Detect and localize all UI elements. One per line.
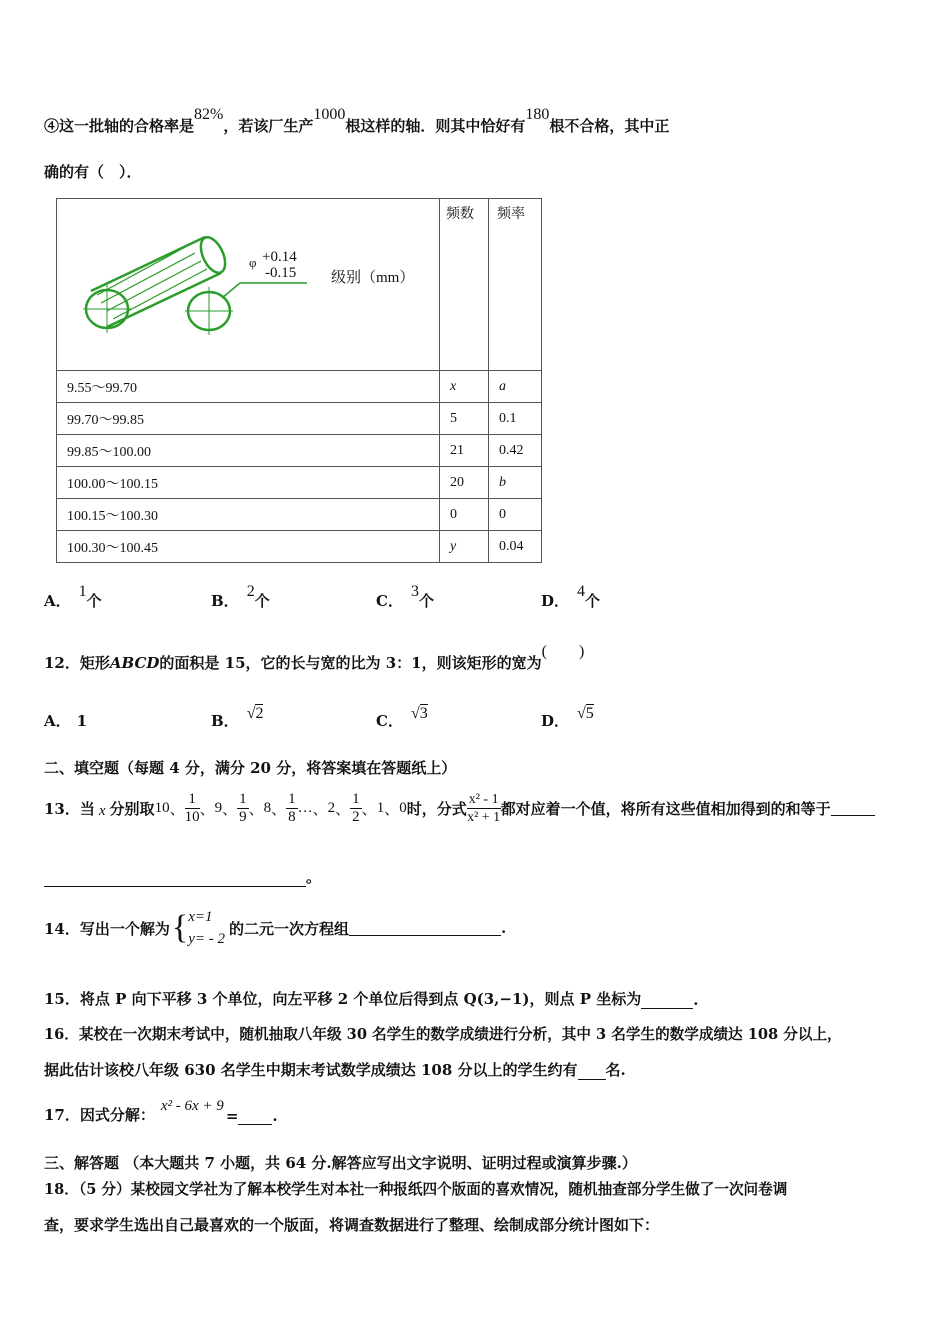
value: 0: [399, 799, 407, 816]
sep: 、: [169, 801, 185, 818]
phi-symbol: φ: [249, 255, 257, 270]
q14-prefix: 14．写出一个解为: [44, 919, 170, 938]
frac-den: 8: [288, 808, 296, 825]
frac-num: 1: [352, 790, 360, 807]
table-header-figure: [57, 199, 440, 371]
fraction: [350, 791, 362, 826]
row-freq: 20: [440, 467, 489, 499]
row-freq: y: [440, 531, 489, 563]
option-label: B．: [211, 592, 239, 610]
option-unit: 个: [254, 592, 270, 610]
option-label: D．: [541, 592, 570, 610]
q14-system: [188, 906, 225, 950]
option-label: A．: [44, 712, 71, 730]
row-rate: 0.04: [489, 531, 542, 563]
table-row: [57, 531, 542, 563]
frac-num: 1: [185, 791, 200, 809]
option-value: 3: [419, 705, 428, 722]
frac-num: 1: [239, 790, 247, 807]
q12-option-b[interactable]: B． √2: [211, 705, 264, 730]
q13-shi: 时，分式: [406, 799, 467, 818]
q13-var: x: [98, 802, 106, 819]
frac-den: x² + 1: [467, 809, 501, 825]
option-value: 2: [246, 583, 255, 600]
sep: 、: [248, 801, 264, 818]
q12-option-c[interactable]: C． √3: [376, 705, 428, 730]
q13-line2: [44, 866, 321, 887]
q14-end: .: [501, 919, 507, 937]
answer-blank[interactable]: [831, 801, 875, 816]
q18-line1: 18．（5 分）某校园文学社为了解本校学生对本社一种报纸四个版面的喜欢情况，随机抽查部分学生做了一次问卷调: [44, 1181, 788, 1198]
row-range: 99.85～100.00: [57, 435, 440, 467]
q12-option-d[interactable]: D． √5: [541, 705, 594, 730]
option-value: 1: [78, 583, 87, 600]
row-range: 100.15～100.30: [57, 499, 440, 531]
sep: 、: [271, 801, 287, 818]
q13-question: [44, 788, 875, 828]
row-freq: 21: [440, 435, 489, 467]
section2-heading: 二、填空题（每题 4 分，满分 20 分，将答案填在答题纸上）: [44, 759, 457, 777]
frac-den: 10: [184, 808, 200, 825]
q13-value-list: [155, 791, 407, 826]
row-freq: 0: [440, 499, 489, 531]
answer-blank[interactable]: [578, 1065, 606, 1080]
q14-eq1: x=1: [188, 909, 213, 925]
frac-den: 9: [239, 808, 247, 825]
option-unit: 个: [418, 592, 434, 610]
answer-blank[interactable]: [238, 1110, 272, 1125]
header-rate: 频率: [489, 199, 542, 371]
table-row: [57, 499, 542, 531]
q11-option-b[interactable]: [211, 583, 270, 611]
q16-line1: 16．某校在一次期末考试中，随机抽取八年级 30 名学生的数学成绩进行分析，其中 3 名学生的数学成绩达 108 分以上，: [44, 1026, 842, 1043]
value: 9: [214, 799, 223, 816]
q11-text-d: 根不合格，其中正: [549, 117, 670, 135]
fraction: [185, 791, 200, 826]
option-label: A．: [44, 592, 71, 610]
q15-end: .: [693, 991, 699, 1009]
option-value: 1: [76, 712, 88, 730]
q11-count: 180: [525, 106, 550, 123]
q11-text-c: 根这样的轴．则其中恰好有: [345, 117, 526, 135]
row-freq: 5: [440, 403, 489, 435]
option-value: 2: [255, 705, 264, 722]
q16-end: 名.: [605, 1061, 626, 1079]
section3-heading: 三、解答题 （本大题共 7 小题，共 64 分.解答应写出文字说明、证明过程或演算步骤.）: [44, 1154, 637, 1172]
q11-option-c[interactable]: [376, 583, 434, 611]
value: 10: [154, 799, 170, 816]
q11-line1: [44, 106, 670, 136]
sep: 、: [222, 801, 238, 818]
row-rate: a: [489, 371, 542, 403]
frac-num: 1: [288, 790, 296, 807]
q17-expr: x² - 6x + 9: [160, 1098, 224, 1114]
answer-blank[interactable]: [349, 921, 501, 936]
q14-suffix: 的二元一次方程组: [228, 919, 349, 938]
option-value: 5: [585, 705, 594, 722]
q13-end: 。: [306, 868, 322, 886]
q12-abcd: ABCD: [109, 654, 160, 672]
q13-suffix: 都对应着一个值，将所有这些值相加得到的和等于: [500, 799, 831, 818]
q11-total: 1000: [313, 106, 346, 123]
tolerance-minus: -0.15: [265, 265, 297, 281]
q14-question: [44, 904, 506, 952]
table-row: [57, 467, 542, 499]
q17-prefix: 17．因式分解：: [44, 1106, 155, 1124]
ellipsis: …: [297, 799, 313, 816]
q11-text-b: ，若该厂生产: [223, 117, 314, 135]
sep: 、: [199, 801, 215, 818]
answer-blank[interactable]: [641, 994, 693, 1009]
option-label: B．: [211, 712, 239, 730]
option-label: C．: [376, 592, 403, 610]
header-level-label: 级别（mm）: [331, 270, 415, 286]
q11-option-d[interactable]: [541, 583, 601, 611]
q12-question: [44, 643, 585, 673]
q14-eq2: y= - 2: [188, 931, 225, 947]
q13-prefix: 13．当: [44, 799, 95, 818]
table-row: [57, 371, 542, 403]
row-range: 99.70～99.85: [57, 403, 440, 435]
header-frequency: 频数: [440, 199, 489, 371]
row-range: 100.30～100.45: [57, 531, 440, 563]
option-label: D．: [541, 712, 570, 730]
tolerance-plus: +0.14: [262, 249, 297, 265]
q12-text-a: 12．矩形: [44, 654, 110, 672]
option-value: 3: [410, 583, 419, 600]
frequency-table: [56, 198, 542, 563]
q15-text: 15．将点 P 向下平移 3 个单位，向左平移 2 个单位后得到点 Q(3,−1)，则点 P 坐标为: [44, 990, 642, 1008]
option-unit: 个: [585, 592, 601, 610]
q11-line2: 确的有（ ）．: [44, 163, 142, 181]
row-range: 100.00～100.15: [57, 467, 440, 499]
fraction: [286, 791, 298, 826]
q13-mid: 分别取: [109, 799, 155, 818]
q11-option-a[interactable]: [44, 583, 102, 611]
q12-text-b: 的面积是 15，它的长与宽的比为 3：1，则该矩形的宽为: [159, 654, 542, 672]
q18-line2: 查，要求学生选出自己最喜欢的一个版面，将调查数据进行了整理、绘制成部分统计图如下：: [44, 1216, 660, 1234]
frac-num: x² - 1: [468, 791, 499, 807]
q17-equals: =: [225, 1107, 239, 1125]
option-label: C．: [376, 712, 403, 730]
q12-paren: ( ): [541, 643, 585, 660]
row-range: 9.55～99.70: [57, 371, 440, 403]
frac-den: 2: [352, 808, 360, 825]
brace-icon: {: [171, 909, 189, 946]
table-row: [57, 435, 542, 467]
row-rate: 0: [489, 499, 542, 531]
sep: 、: [335, 801, 351, 818]
fraction: [237, 791, 249, 826]
q11-rate: 82%: [194, 106, 224, 123]
sep: 、: [361, 801, 377, 818]
q16-text: 据此估计该校八年级 630 名学生中期末考试数学成绩达 108 分以上的学生约有: [44, 1061, 578, 1079]
value: 2: [327, 799, 336, 816]
option-value: 4: [577, 583, 586, 600]
sep: 、: [384, 801, 400, 818]
q12-option-a[interactable]: [44, 710, 87, 731]
q17-end: .: [272, 1107, 278, 1125]
row-rate: 0.42: [489, 435, 542, 467]
q17-question: [44, 1098, 278, 1125]
table-header-row: [57, 199, 542, 371]
sep: 、: [312, 801, 328, 818]
q11-text-a: ④这一批轴的合格率是: [44, 117, 195, 135]
q16-line2: [44, 1059, 626, 1080]
row-rate: 0.1: [489, 403, 542, 435]
option-unit: 个: [86, 592, 102, 610]
value: 8: [263, 799, 272, 816]
q15-question: [44, 988, 698, 1009]
value: 1: [376, 799, 385, 816]
table-row: [57, 403, 542, 435]
q13-fraction: [467, 791, 501, 826]
row-freq: x: [440, 371, 489, 403]
answer-blank[interactable]: [44, 872, 306, 887]
row-rate: b: [489, 467, 542, 499]
